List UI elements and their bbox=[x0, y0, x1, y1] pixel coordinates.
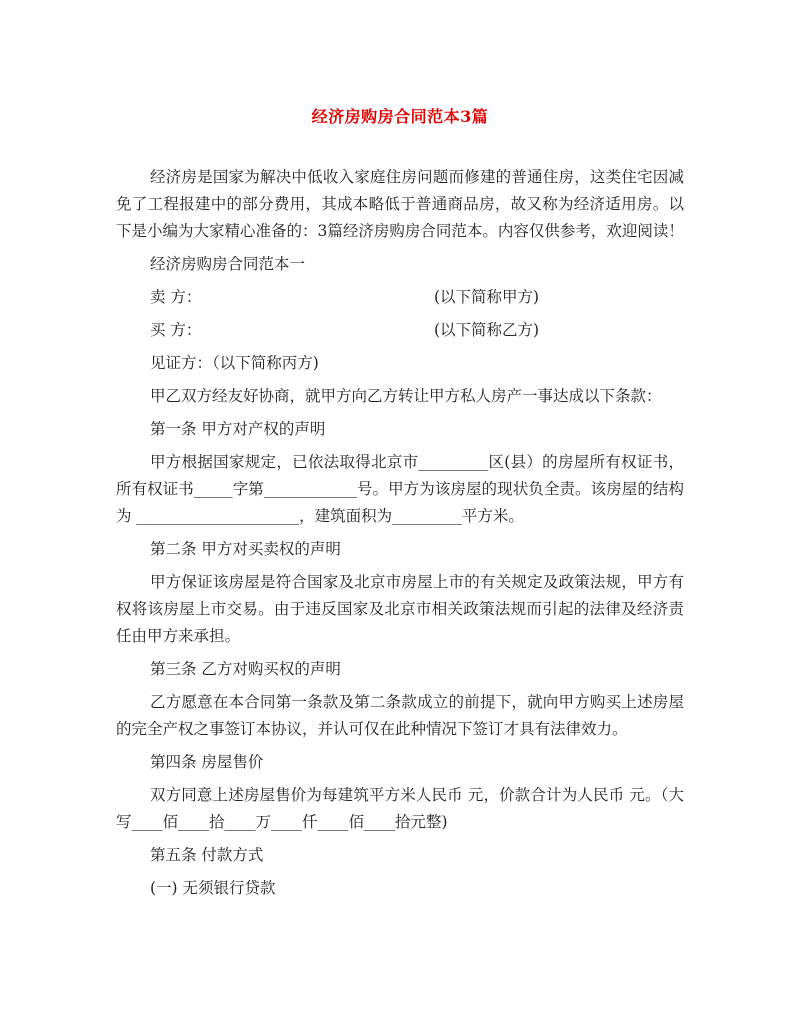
article-4-body: 双方同意上述房屋售价为每建筑平方米人民币 元，价款合计为人民币 元。（大写____佰____拾____万____仟____佰____拾元整) bbox=[116, 786, 684, 831]
article-1-body: 甲方根据国家规定，已依法取得北京市_________区(县）的房屋所有权证书，所有权证书_____字第____________号。甲方为该房屋的现状负全责。该房屋的结构为 _____________________，建筑面积为_________平方米。 bbox=[116, 453, 684, 525]
document-title: 经济房购房合同范本3篇 bbox=[311, 107, 489, 126]
document-body bbox=[116, 164, 684, 908]
article-5-title: 第五条 付款方式 bbox=[150, 846, 264, 864]
seller-label: 卖 方： bbox=[150, 288, 202, 306]
buyer-note: (以下简称乙方) bbox=[434, 321, 540, 339]
article-4-title: 第四条 房屋售价 bbox=[150, 753, 264, 771]
seller-note: (以下简称甲方) bbox=[434, 288, 540, 306]
article-3-body: 乙方愿意在本合同第一条款及第二条款成立的前提下，就向甲方购买上述房屋的完全产权之事签订本协议，并认可仅在此种情况下签订才具有法律效力。 bbox=[116, 693, 684, 738]
agreement-line: 甲乙双方经友好协商，就甲方向乙方转让甲方私人房产一事达成以下条款： bbox=[150, 387, 662, 405]
article-2-body: 甲方保证该房屋是符合国家及北京市房屋上市的有关规定及政策法规，甲方有权将该房屋上市交易。由于违反国家及北京市相关政策法规而引起的法律及经济责任由甲方来承担。 bbox=[116, 573, 684, 645]
article-2-title: 第二条 甲方对买卖权的声明 bbox=[150, 540, 341, 558]
article-1-title: 第一条 甲方对产权的声明 bbox=[150, 420, 326, 438]
buyer-label: 买 方： bbox=[150, 321, 202, 339]
witness-line: 见证方：（以下简称丙方) bbox=[150, 354, 319, 372]
buyer-line bbox=[116, 317, 684, 344]
section-heading: 经济房购房合同范本一 bbox=[150, 255, 306, 273]
intro-paragraph: 经济房是国家为解决中低收入家庭住房问题而修建的普通住房，这类住宅因减免了工程报建中的部分费用，其成本略低于普通商品房，故又称为经济适用房。以下是小编为大家精心准备的：3篇经济房购房合同范本。内容仅供参考，欢迎阅读！ bbox=[116, 168, 684, 240]
article-5-item-1: (一) 无须银行贷款 bbox=[150, 879, 276, 897]
article-3-title: 第三条 乙方对购买权的声明 bbox=[150, 660, 341, 678]
seller-line bbox=[116, 284, 684, 311]
